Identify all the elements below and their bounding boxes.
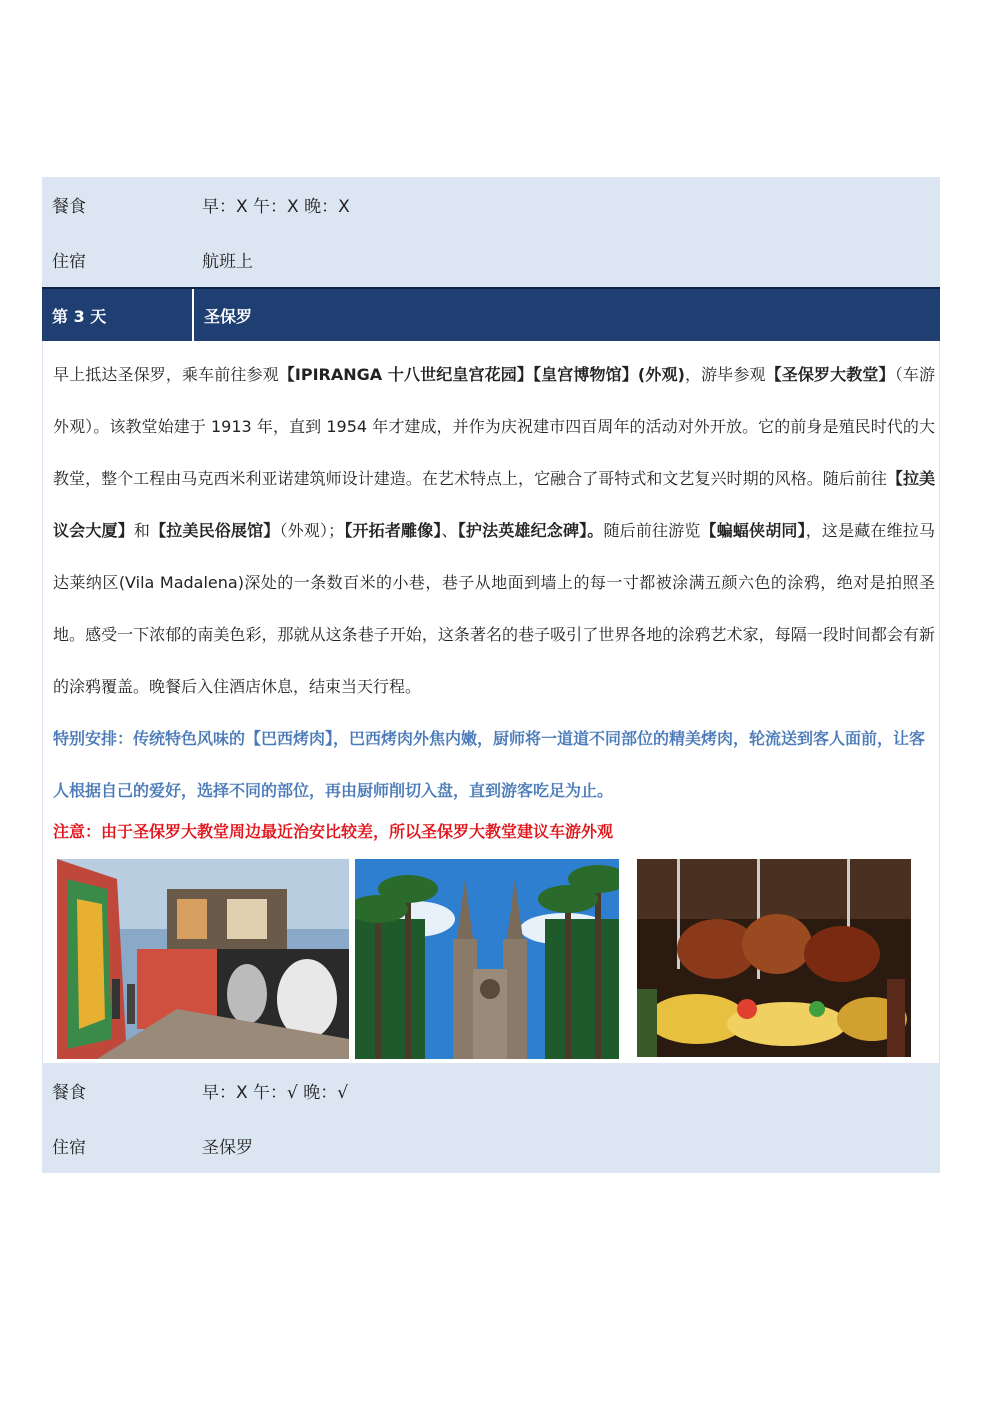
description-text: 早上抵达圣保罗，乘车前往参观: [53, 365, 279, 384]
graffiti-alley-photo: [57, 859, 349, 1059]
meals-label: 餐食: [52, 1083, 86, 1103]
description-text: 和: [133, 521, 151, 540]
highlight-text: 【拉美民俗展馆】: [150, 521, 280, 540]
description-text: ，游毕参观: [684, 365, 766, 384]
description-text: （外观）；: [279, 521, 345, 540]
special-arrangement: 特别安排：传统特色风味的【巴西烤肉】，巴西烤肉外焦内嫩，厨师将一道道不同部位的精美烤肉，轮流送到客人面前，让客人根据自己的爱好，选择不同的部位，再由厨师削切入盘，直到游客吃足为止。: [53, 729, 926, 800]
stay-label: 住宿: [52, 252, 86, 272]
stay-label: 住宿: [52, 1138, 86, 1158]
day-header: [42, 287, 940, 341]
brazilian-barbecue-photo: [637, 859, 911, 1057]
highlight-text: 【圣保罗大教堂】: [765, 365, 895, 384]
meals-label: 餐食: [52, 197, 86, 217]
highlight-text: 【开拓者雕像】: [344, 521, 442, 540]
stay-row: [42, 1118, 940, 1173]
itinerary-table: [42, 177, 940, 1173]
meals-value: 早：X 午：X 晚：X: [202, 197, 350, 217]
stay-value: 航班上: [202, 252, 253, 272]
day-label: 第 3 天: [42, 289, 194, 341]
safety-note: 注意：由于圣保罗大教堂周边最近治安比较差，所以圣保罗大教堂建议车游外观: [53, 822, 614, 841]
prev-stay-row: [42, 232, 940, 287]
highlight-text: 【IPIRANGA 十八世纪皇宫花园】【皇宫博物馆】(外观): [278, 365, 685, 384]
highlight-text: 【拉美议会大厦】: [53, 469, 935, 540]
description-text: （车游外观）。该教堂始建于 1913 年，直到 1954 年才建成，并作为庆祝建市四百周年的活动对外开放。它的前身是殖民时代的大教堂，整个工程由马克西米利亚诺建筑师设计建造。在艺术特点上，它融合了哥特式和文艺复兴时期的风格。随后前往: [53, 365, 935, 488]
description-text: 、: [441, 521, 458, 540]
description-text: 随后前往游览: [603, 521, 701, 540]
day-description: [53, 349, 935, 713]
cathedral-photo: [355, 859, 619, 1059]
day-content: [42, 341, 940, 1063]
meals-value: 早：X 午：√ 晚：√: [202, 1083, 349, 1103]
prev-meals-row: [42, 177, 940, 232]
stay-value: 圣保罗: [202, 1138, 253, 1158]
description-text: ，这是藏在维拉马达莱纳区(Vila Madalena)深处的一条数百米的小巷，巷子从地面到墙上的每一寸都被涂满五颜六色的涂鸦，绝对是拍照圣地。感受一下浓郁的南美色彩，那就从这条巷子开始，这条著名的巷子吸引了世界各地的涂鸦艺术家，每隔一段时间都会有新的涂鸦覆盖。晚餐后入住酒店休息，结束当天行程。: [53, 521, 935, 696]
highlight-text: 【护法英雄纪念碑】。: [457, 521, 604, 540]
highlight-text: 【蝙蝠侠胡同】: [700, 521, 806, 540]
meals-row: [42, 1063, 940, 1118]
day-city: 圣保罗: [204, 306, 253, 326]
photo-strip: [53, 853, 935, 1063]
